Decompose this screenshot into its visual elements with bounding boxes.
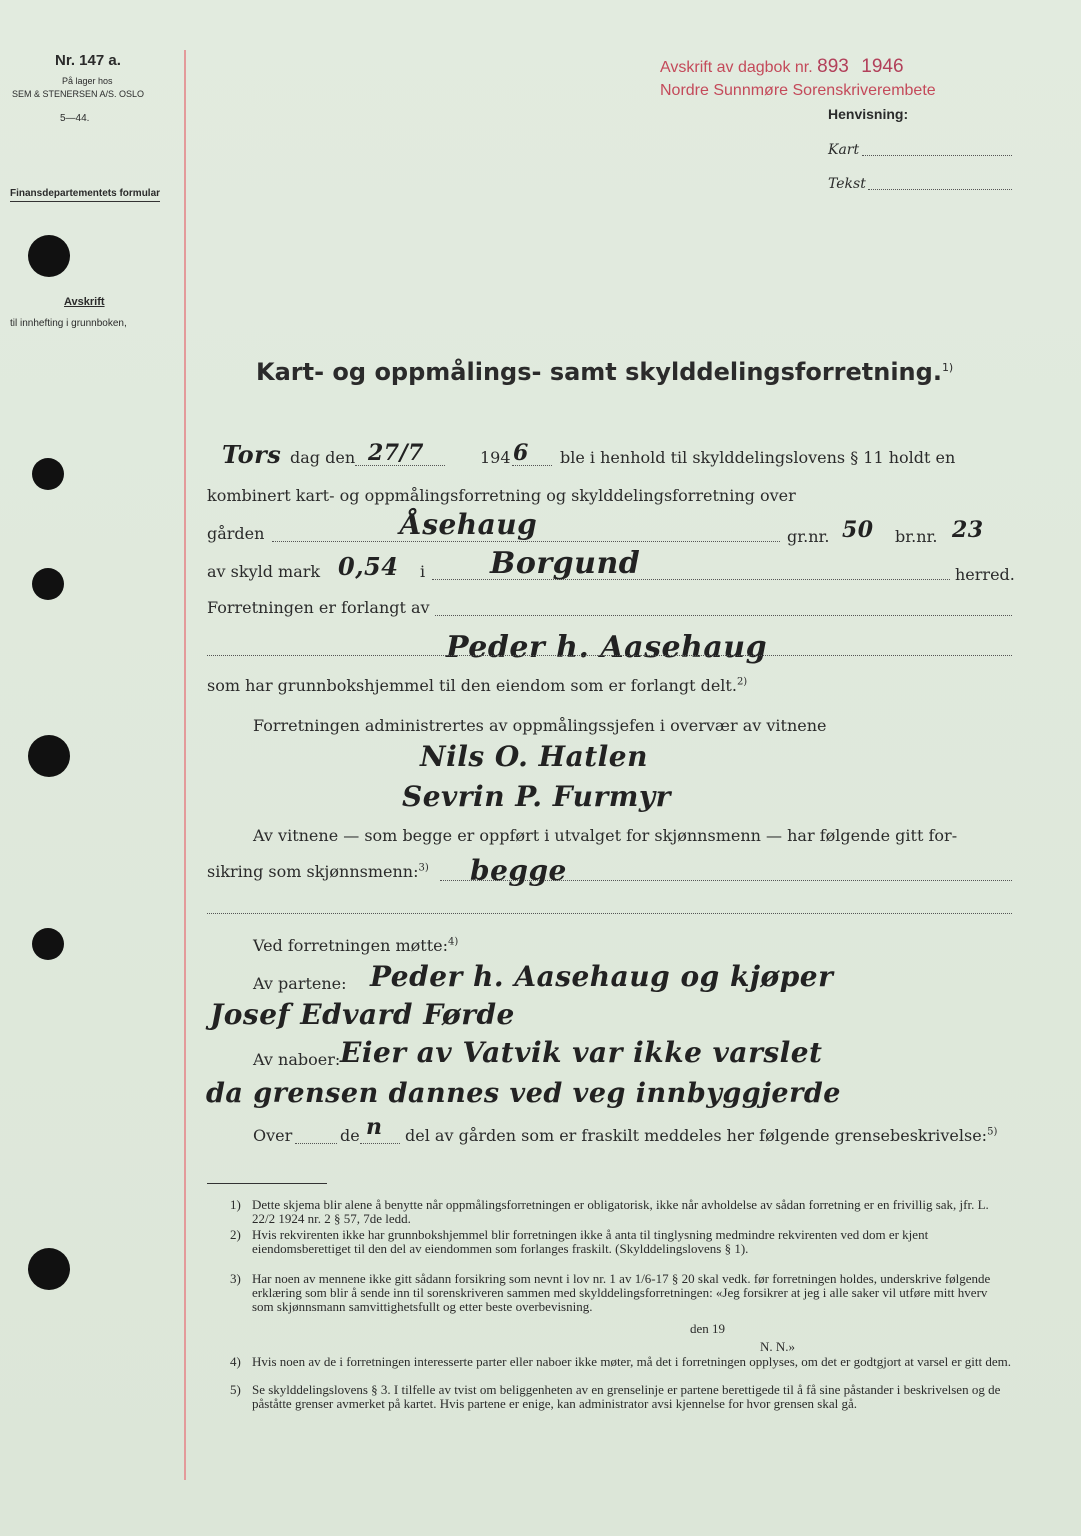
punch-hole — [28, 1248, 70, 1290]
footnote-3-signature: N. N.» — [760, 1339, 796, 1354]
text-after-date: ble i henhold til skylddelingslovens § 11 holdt en — [560, 448, 956, 467]
requester-line — [207, 655, 1012, 656]
naboer-label: Av naboer: — [253, 1050, 341, 1069]
garden-label: gården — [207, 524, 265, 543]
margin-rule — [184, 50, 186, 1480]
vitner-text-2-content: sikring som skjønnsmenn: — [207, 862, 419, 881]
admin-text: Forretningen administrertes av oppmålingssjefen i overvær av vitnene — [253, 716, 827, 735]
vitner-text-2 — [207, 862, 429, 881]
footnote-mark: 4) — [230, 1354, 241, 1369]
stamp-year: 1946 — [861, 56, 904, 77]
footnote-mark: 2) — [230, 1227, 241, 1242]
mote-text — [253, 936, 458, 955]
title-text: Kart- og oppmålings- samt skylddelingsforretning. — [256, 358, 942, 386]
footnote-3-date: den 19 — [690, 1321, 726, 1336]
henvisning-label: Henvisning: — [828, 106, 909, 122]
vitner-handwritten: begge — [470, 854, 567, 887]
footnote-separator — [207, 1183, 327, 1184]
vitner-text-1: Av vitnene — som begge er oppført i utvalget for skjønnsmenn — har følgende gitt for- — [253, 826, 958, 845]
punch-hole — [28, 235, 70, 277]
kart-label: Kart — [828, 142, 860, 158]
grunnbok-text — [207, 676, 747, 695]
footnote-2 — [230, 1227, 1012, 1256]
garden-line — [272, 541, 780, 542]
year-prefix: 194 — [480, 448, 511, 467]
footnote-text: Hvis rekvirenten ikke har grunnbokshjemmel blir forretningen ikke å anta til tinglysning medmindre rekvirenten ved dom er kjent eiendomsberettiget til den del av eiendommen som forlanges fraskilt. (Skylddelingslovens § 1). — [252, 1227, 929, 1256]
publisher-line-1: På lager hos — [62, 76, 113, 86]
punch-hole — [32, 928, 64, 960]
document-title — [256, 358, 953, 386]
tekst-line — [868, 189, 1012, 190]
footnote-mark: 1) — [230, 1197, 241, 1212]
punch-hole — [32, 458, 64, 490]
skyld-label: av skyld mark — [207, 562, 321, 581]
form-owner: Finansdepartementets formular — [10, 188, 160, 202]
dag-den-label: dag den — [290, 448, 356, 467]
partene-label: Av partene: — [253, 974, 347, 993]
de-line — [360, 1143, 400, 1144]
forlangt-line — [435, 615, 1012, 616]
brnr-value: 23 — [952, 517, 984, 543]
publisher-line-2: SEM & STENERSEN A/S. OSLO — [12, 89, 145, 99]
year-handwritten: 6 — [513, 440, 529, 466]
mote-footnote-mark: 4) — [447, 936, 459, 948]
form-edition: 5—44. — [60, 113, 90, 124]
stamp-dagbok-number: 893 — [817, 56, 849, 77]
footnote-text: Hvis noen av de i forretningen interesserte parter eller naboer ikke møter, må det i forretningen opplyses, om det er godtgjort at varsel er gitt dem. — [252, 1354, 1012, 1369]
requester-handwritten: Peder h. Aasehaug — [446, 630, 768, 665]
brnr-label: br.nr. — [895, 527, 938, 546]
line-2-text: kombinert kart- og oppmålingsforretning og skylddelingsforretning over — [207, 486, 796, 505]
punch-hole — [28, 735, 70, 777]
skyld-value: 0,54 — [338, 552, 399, 581]
footnote-3 — [230, 1271, 1012, 1314]
garden-handwritten: Åsehaug — [400, 508, 538, 541]
witness-2: Sevrin P. Furmyr — [402, 780, 671, 813]
avskrift-label: Avskrift — [64, 296, 105, 308]
partene-handwritten-1: Peder h. Aasehaug og kjøper — [370, 960, 834, 993]
footnote-mark: 3) — [230, 1271, 241, 1286]
naboer-handwritten-2: da grensen dannes ved veg innbyggjerde — [206, 1078, 841, 1109]
herred-label: herred. — [955, 565, 1015, 584]
tekst-label: Tekst — [828, 176, 866, 192]
vitner-footnote-mark: 3) — [418, 862, 429, 874]
grunnbok-text-content: som har grunnbokshjemmel til den eiendom som er forlangt delt. — [207, 676, 737, 695]
over-text-content: del av gården som er fraskilt meddeles her følgende grensebeskrivelse: — [405, 1126, 988, 1145]
over-text — [405, 1126, 997, 1145]
witness-1: Nils O. Hatlen — [420, 740, 648, 773]
footnote-text: Se skylddelingslovens § 3. I tilfelle av tvist om beliggenheten av en grenselinje er partene berettigede til å få sine påstander i beskrivelsen og de påståtte grenser avmerket på kartet. Hvis partene er enige, kan administrator avsi kjennelse for hvor grensen skal gå. — [252, 1382, 1001, 1411]
over-footnote-mark: 5) — [987, 1126, 998, 1138]
footnote-text: Dette skjema blir alene å benytte når oppmålingsforretningen er obligatorisk, ikke når avholdelse av sådan forretning er en frivillig sak, jfr. L. 22/2 1924 nr. 2 § 57, 7de ledd. — [252, 1197, 989, 1226]
footnote-4 — [230, 1354, 1012, 1369]
grnr-label: gr.nr. — [787, 527, 830, 546]
date-handwritten: 27/7 — [368, 440, 424, 466]
kart-line — [862, 155, 1012, 156]
herred-handwritten: Borgund — [490, 546, 641, 581]
grnr-value: 50 — [842, 517, 874, 543]
mote-text-content: Ved forretningen møtte: — [253, 936, 448, 955]
forlangt-label: Forretningen er forlangt av — [207, 598, 430, 617]
de-label: de — [340, 1126, 360, 1145]
footnote-1 — [230, 1197, 1012, 1226]
over-label: Over — [253, 1126, 293, 1145]
footnote-text: Har noen av mennene ikke gitt sådann forsikring som nevnt i lov nr. 1 av 1/6-17 § 20 skal vedk. før forretningen holdes, underskrive følgende erklæring som blir å sende inn til sorenskriveren sammen med skylddelingsforretningen: «Jeg forsikrer at jeg i alle saker vil utføre mitt hverv som skjønnsmann samvittighetsfullt og etter beste overbevisning. — [252, 1271, 991, 1314]
partene-handwritten-2: Josef Edvard Førde — [210, 998, 515, 1031]
footnote-5 — [230, 1382, 1012, 1411]
naboer-handwritten-1: Eier av Vatvik var ikke varslet — [340, 1036, 823, 1069]
stamp-line-2: Nordre Sunnmøre Sorenskriverembete — [660, 82, 936, 99]
form-number: Nr. 147 a. — [55, 52, 121, 69]
title-footnote-mark: 1) — [941, 361, 954, 374]
footnote-mark: 5) — [230, 1382, 241, 1397]
stamp-prefix: Avskrift av dagbok nr. — [660, 59, 813, 76]
grunnbok-footnote-mark: 2) — [736, 676, 748, 688]
punch-hole — [32, 568, 64, 600]
over-line — [295, 1143, 337, 1144]
vitner-extra-line — [207, 913, 1012, 914]
de-handwritten: n — [366, 1114, 383, 1140]
stamp-line-1 — [660, 56, 904, 78]
i-label: i — [420, 562, 426, 581]
avskrift-subtitle: til innhefting i grunnboken, — [10, 318, 127, 329]
day-handwritten: Tors — [222, 440, 282, 469]
